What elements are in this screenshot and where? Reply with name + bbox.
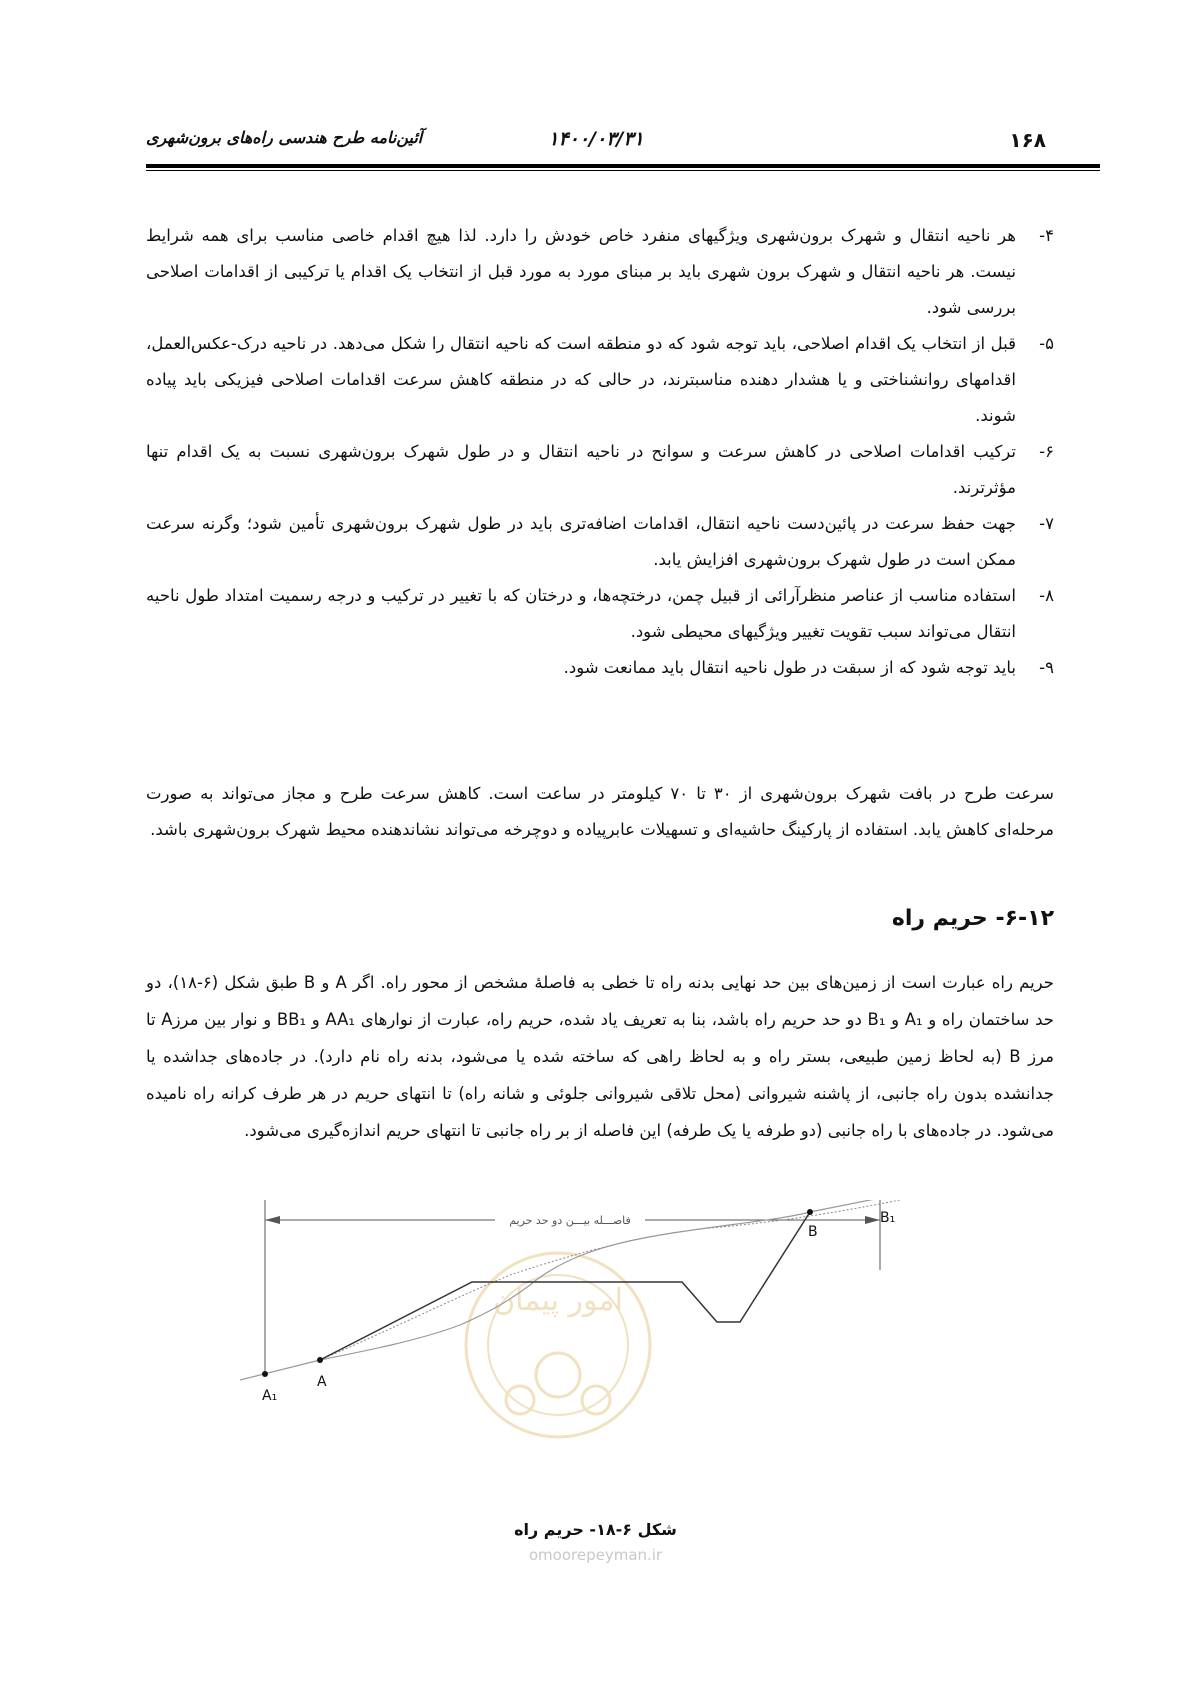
list-item (146, 506, 1054, 578)
list-item-number: ۹- (1039, 658, 1054, 677)
watermark-text: امور پیمان (493, 1283, 623, 1318)
header-rule-thick (146, 164, 1100, 168)
page-header (146, 128, 1046, 158)
section-heading: ۶-۱۲- حریم راه (891, 906, 1054, 931)
right-of-way-figure (240, 1200, 990, 1500)
header-rule-thin (146, 170, 1100, 171)
list-item-text: هر ناحیه انتقال و شهرک برون‌شهری ویژگیهای منفرد خاص خودش را دارد. لذا هیچ اقدام خاصی مناسب برای همه شرایط نیست. هر ناحیه انتقال و شهرک برون شهری باید بر مبنای مورد به مورد قبل از انتخاب یک اقدام یا ترکیبی از اقدامات اصلاحی بررسی شود. (146, 226, 1016, 317)
list-item-number: ۷- (1039, 514, 1054, 533)
point-a (317, 1357, 323, 1363)
right-of-way-paragraph: حریم راه عبارت است از زمین‌های بین حد نهایی بدنه راه تا خطی به فاصله‌ٔ مشخص از محور راه. اگر A و B طبق شکل (۶-۱۸)، دو حد ساختمان راه و A₁ و B₁ دو حد حریم راه باشد، بنا به تعریف یاد شده، حریم راه، عبارت از نوارهای AA₁ و BB₁ و نوار بین مرزA تا مرز B (به لحاظ زمین طبیعی، بستر راه و به لحاظ راهی که ساخته شده یا می‌شود، بدنه راه نام دارد). در جاده‌های جداشده یا جدانشده بدون راه جانبی، از پاشنه شیروانی (محل تلاقی شیروانی جلوئی و شانه راه) تا انتهای حریم در هر طرف کرانه راه نامیده می‌شود. در جاده‌های با راه جانبی (دو طرفه یا یک طرفه) این فاصله از بر راه جانبی تا انتهای حریم اندازه‌گیری می‌شود. (146, 973, 1055, 1140)
list-item-text: استفاده مناسب از عناصر منظرآرائی از قبیل چمن، درختچه‌ها، و درختان که با تغییر در ترکیب و درجه رسمیت امتداد طول ناحیه انتقال می‌تواند سبب تقویت تغییر ویژگیهای محیطی شود. (146, 586, 1016, 641)
page-number: ۱۶۸ (1009, 128, 1046, 152)
numbered-list (146, 218, 1054, 686)
list-item-text: باید توجه شود که از سبقت در طول ناحیه انتقال باید ممانعت شود. (563, 658, 1016, 677)
speed-paragraph: سرعت طرح در بافت شهرک برون‌شهری از ۳۰ تا ۷۰ کیلومتر در ساعت است. کاهش سرعت طرح و مجاز می‌تواند به صورت مرحله‌ای کاهش یابد. استفاده از پارکینگ حاشیه‌ای و تسهیلات عابرپیاده و دوچرخه می‌تواند نشاندهنده محیط شهرک برون‌شهری باشد. (146, 784, 1054, 839)
list-item-text: ترکیب اقدامات اصلاحی در کاهش سرعت و سوانح در ناحیه انتقال و در طول شهرک برون‌شهری نسبت به یک اقدام تنها مؤثرترند. (146, 442, 1016, 497)
watermark-url: omoorepeyman.ir (528, 1546, 663, 1564)
point-a1 (262, 1371, 268, 1377)
list-item (146, 434, 1054, 506)
dimension-label: فاصـــله بیـــن دو حد حریم (509, 1214, 631, 1227)
watermark-seal (466, 1253, 650, 1437)
header-title: آئین‌نامه طرح هندسی راه‌های برون‌شهری (146, 128, 423, 147)
list-item (146, 578, 1054, 650)
list-item-number: ۸- (1039, 586, 1054, 605)
label-a: A (317, 1374, 327, 1390)
list-item-number: ۶- (1039, 442, 1054, 461)
header-date: ۱۴۰۰/۰۳/۳۱ (548, 128, 644, 150)
label-b1: B₁ (880, 1210, 896, 1226)
list-item (146, 326, 1054, 434)
list-item-text: جهت حفظ سرعت در پائین‌دست ناحیه انتقال، اقدامات اضافه‌تری باید در طول شهرک برون‌شهری تأمین شود؛ وگرنه سرعت ممکن است در طول شهرک برون‌شهری افزایش یابد. (146, 514, 1016, 569)
figure-caption: شکل ۶-۱۸- حریم راه (514, 1520, 677, 1539)
label-a1: A₁ (262, 1388, 278, 1404)
point-b (807, 1209, 813, 1215)
list-item-number: ۴- (1039, 226, 1054, 245)
label-b: B (808, 1224, 818, 1240)
list-item-number: ۵- (1039, 334, 1054, 353)
list-item (146, 218, 1054, 326)
list-item (146, 650, 1054, 686)
list-item-text: قبل از انتخاب یک اقدام اصلاحی، باید توجه شود که دو منطقه است که ناحیه انتقال را شکل می‌دهد. در ناحیه درک-عکس‌العمل، اقدامهای روانشناختی و یا هشدار دهنده مناسبترند، در حالی که در منطقه کاهش سرعت اقدامات اصلاحی فیزیکی باید پیاده شوند. (146, 334, 1016, 425)
